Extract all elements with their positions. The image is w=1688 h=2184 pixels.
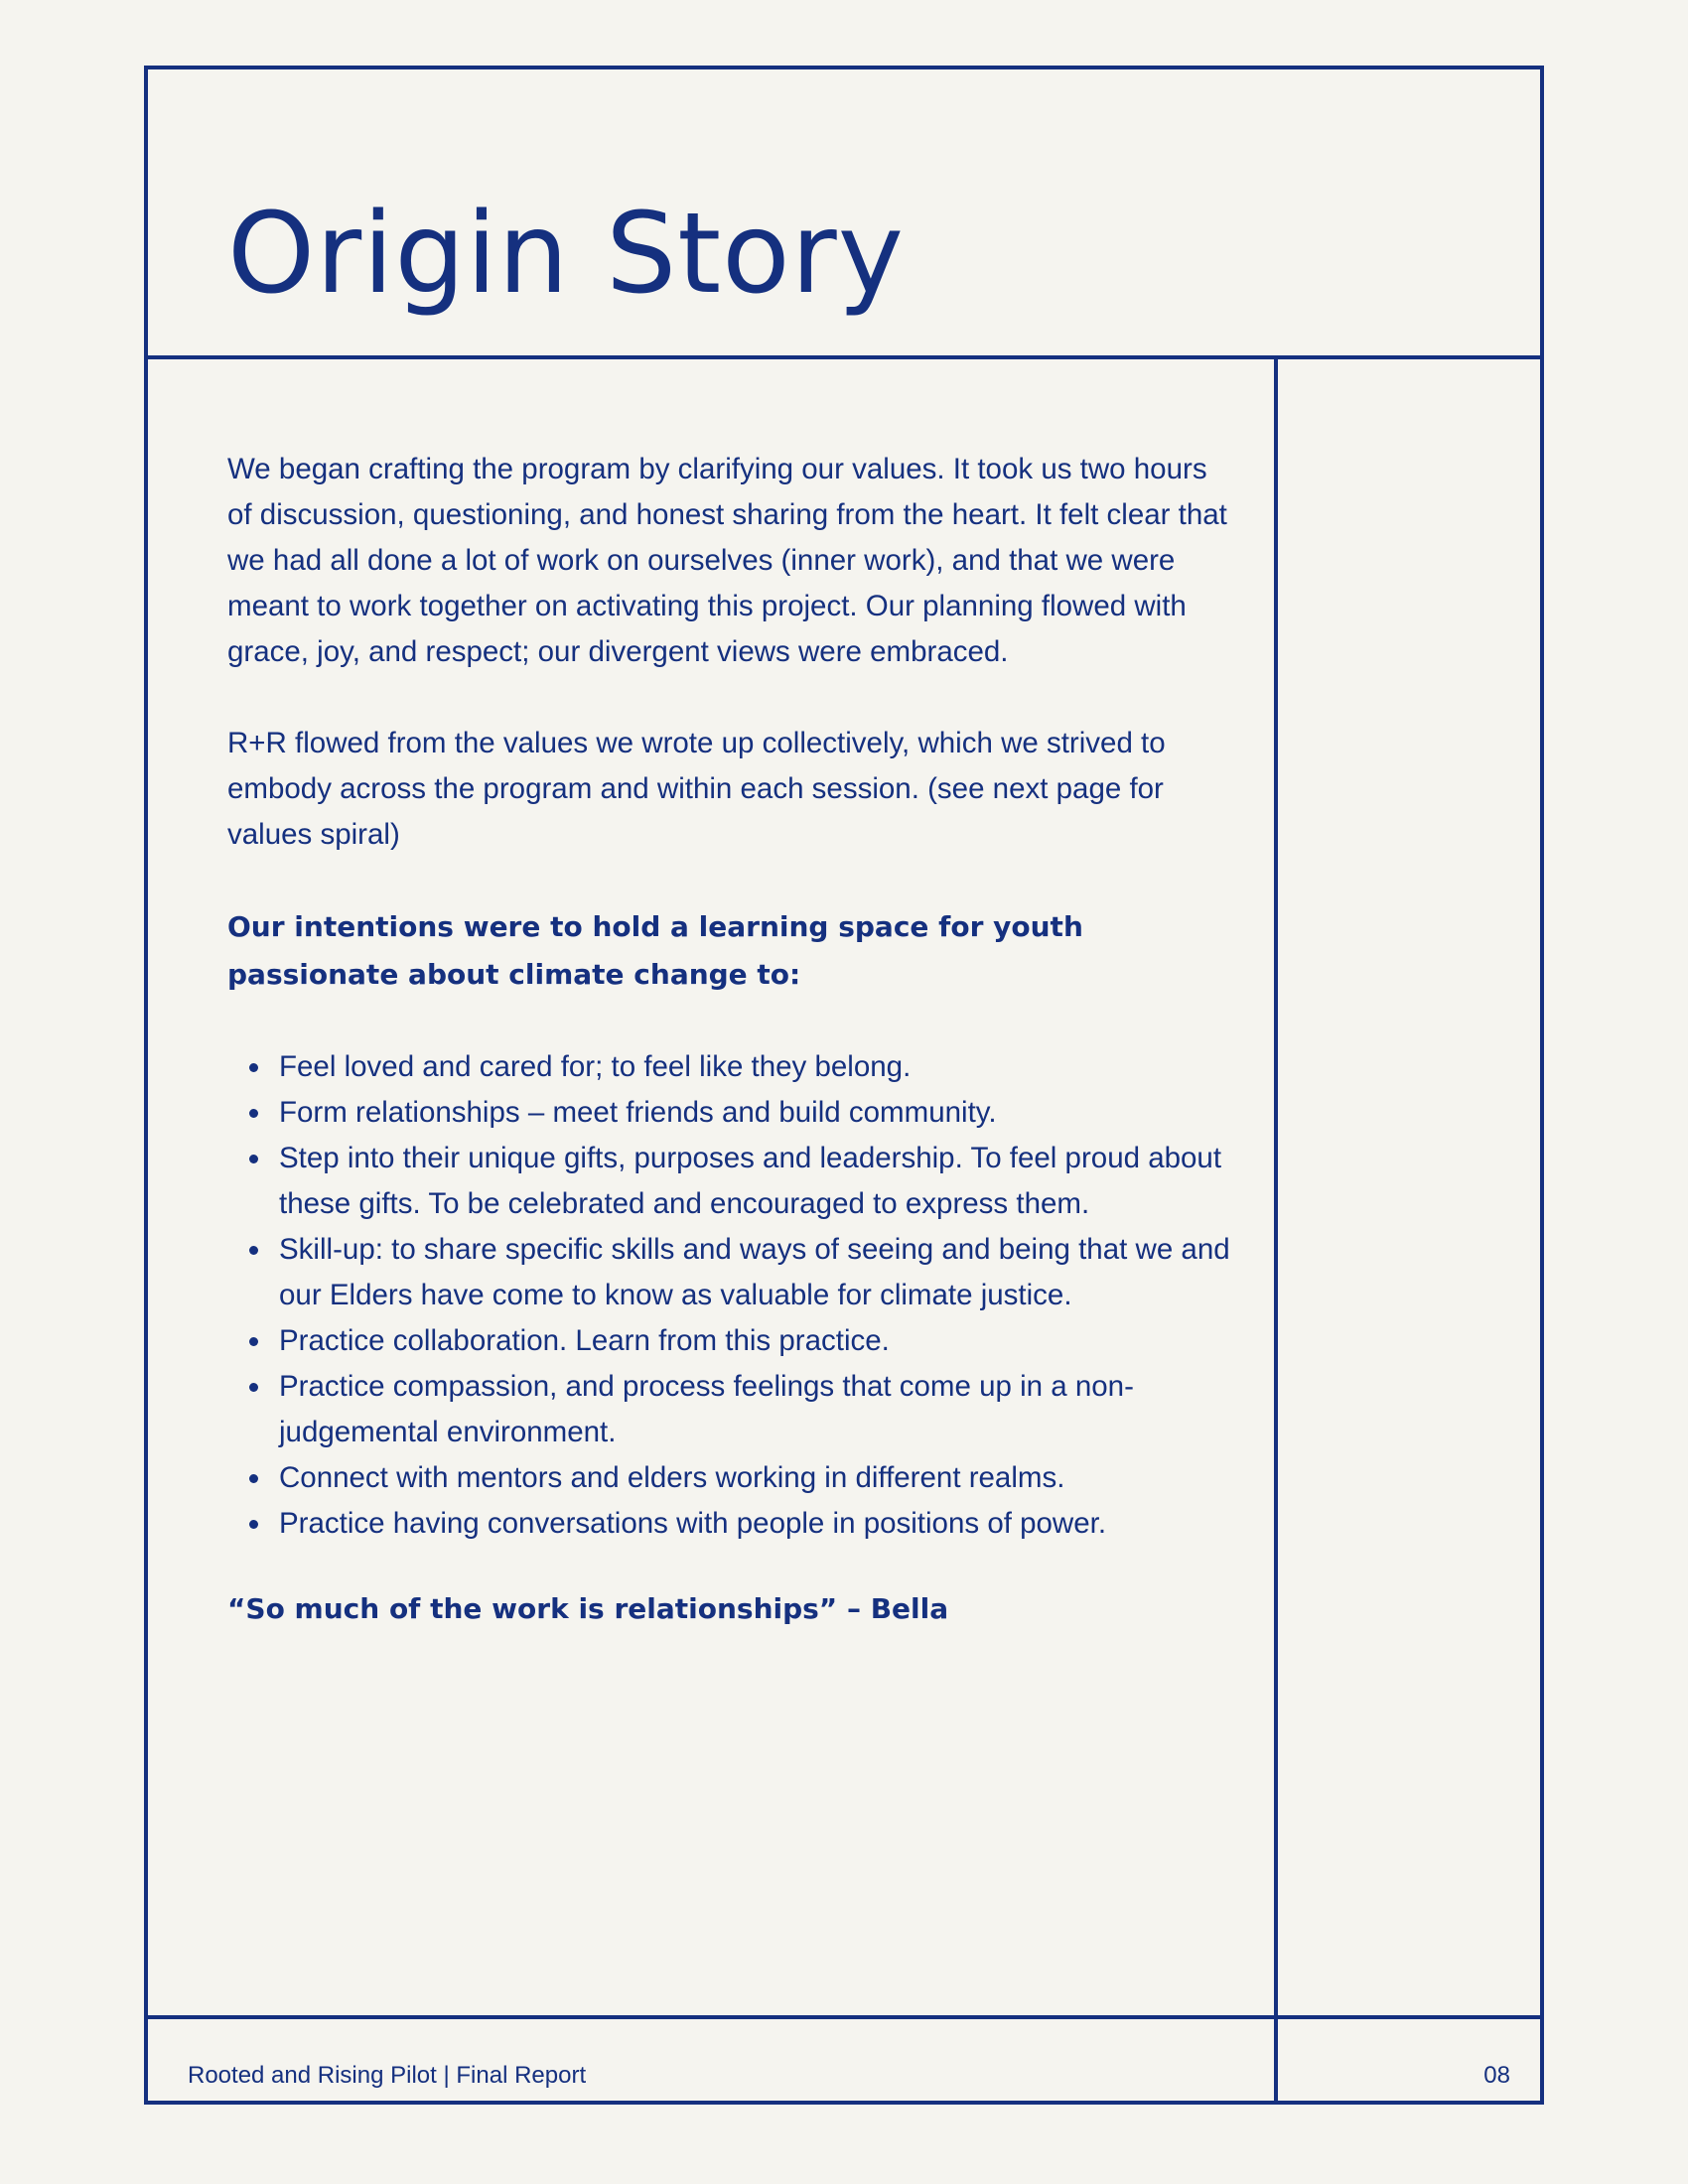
list-item: Skill-up: to share specific skills and ways of seeing and being that we and our Elders have come to know as valuable for climate justice. <box>279 1227 1230 1318</box>
footer-divider <box>148 2015 1540 2019</box>
header-divider <box>148 355 1540 359</box>
page-frame <box>144 66 1544 2105</box>
list-item: Practice having conversations with people in positions of power. <box>279 1501 1230 1547</box>
list-item: Practice compassion, and process feelings that come up in a non-judgemental environment. <box>279 1364 1230 1455</box>
body-content <box>227 447 1230 1632</box>
quote-bella: “So much of the work is relationships” – Bella <box>227 1592 949 1625</box>
page-title: Origin Story <box>227 190 905 319</box>
paragraph-values: We began crafting the program by clarifying our values. It took us two hours of discussion, questioning, and honest sharing from the heart. It felt clear that we had all done a lot of work on ourselves (inner work), and that we were meant to work together on activating this project. Our planning flowed with grace, joy, and respect; our divergent views were embraced. <box>227 453 1227 668</box>
list-item: Form relationships – meet friends and build community. <box>279 1090 1230 1136</box>
list-item: Connect with mentors and elders working in different realms. <box>279 1455 1230 1501</box>
intentions-heading: Our intentions were to hold a learning space for youth passionate about climate change to: <box>227 910 1083 991</box>
intentions-list <box>227 1044 1230 1547</box>
footer-report-title: Rooted and Rising Pilot | Final Report <box>188 2062 587 2089</box>
list-item: Feel loved and cared for; to feel like they belong. <box>279 1044 1230 1090</box>
list-item: Practice collaboration. Learn from this practice. <box>279 1318 1230 1364</box>
page-number: 08 <box>1483 2062 1510 2089</box>
list-item: Step into their unique gifts, purposes and leadership. To feel proud about these gifts. To be celebrated and encouraged to express them. <box>279 1136 1230 1227</box>
paragraph-r-and-r: R+R flowed from the values we wrote up collectively, which we strived to embody across the program and within each session. (see next page for values spiral) <box>227 727 1166 851</box>
side-column-divider <box>1274 355 1278 2101</box>
